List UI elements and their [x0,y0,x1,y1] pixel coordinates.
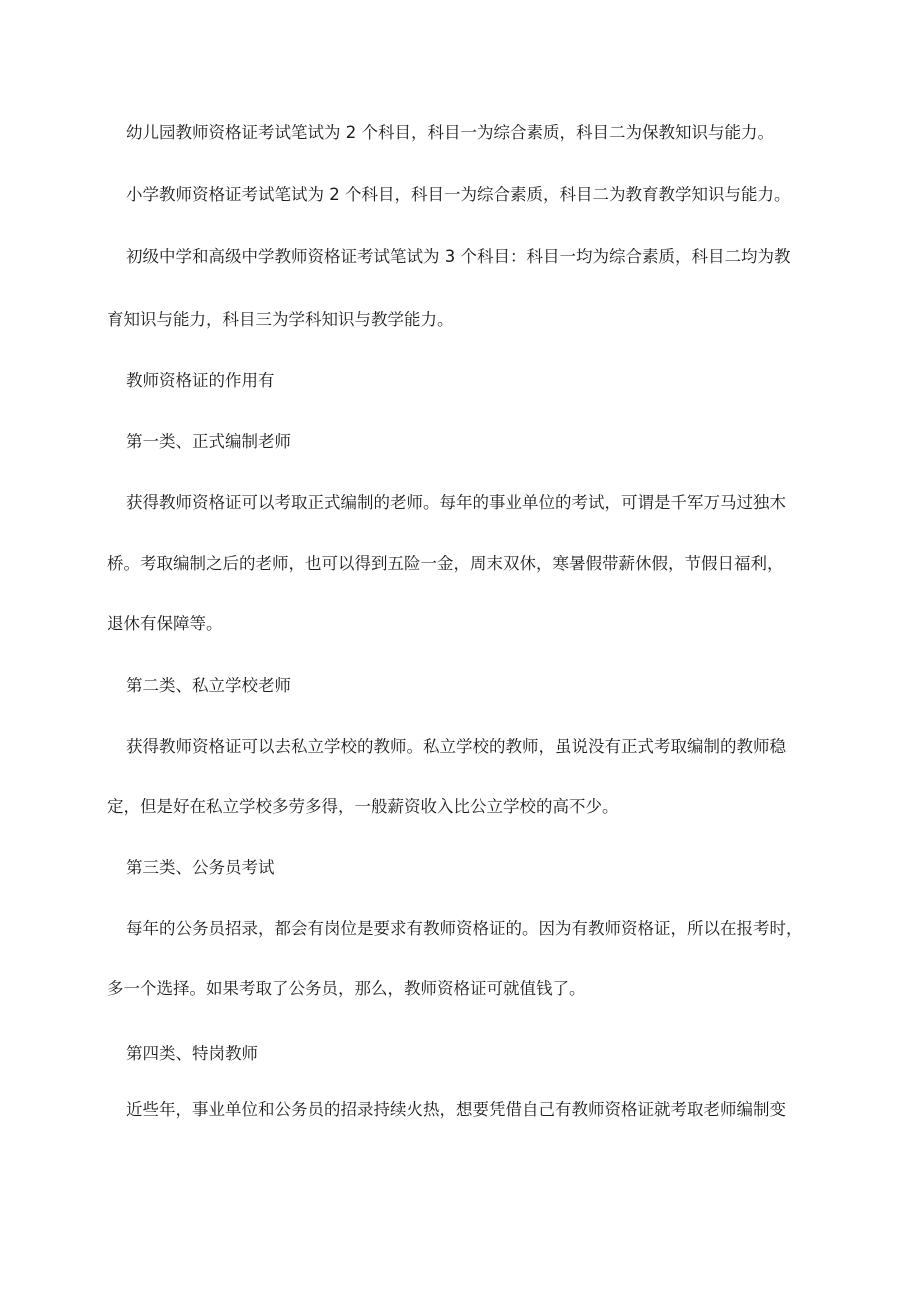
section-heading-uses: 教师资格证的作用有 [126,371,275,390]
text-line-middle-exam-cont: 育知识与能力，科目三为学科知识与教学能力。 [107,310,454,329]
text-line-primary-exam: 小学教师资格证考试笔试为 2 个科目，科目一为综合素质，科目二为教育教学知识与能力。 [126,185,791,204]
text-line-kindergarten-exam: 幼儿园教师资格证考试笔试为 2 个科目，科目一为综合素质，科目二为保教知识与能力。 [126,123,774,142]
text-line-category-1-cont: 桥。考取编制之后的老师，也可以得到五险一金，周末双休，寒暑假带薪休假，节假日福利， [107,554,784,573]
text-line-category-1-end: 退休有保障等。 [107,614,223,633]
text-line-category-3: 每年的公务员招录，都会有岗位是要求有教师资格证的。因为有教师资格证，所以在报考时， [126,919,803,938]
text-line-category-4: 近些年，事业单位和公务员的招录持续火热，想要凭借自己有教师资格证就考取老师编制变 [126,1100,786,1119]
text-line-category-2-cont: 定，但是好在私立学校多劳多得，一般薪资收入比公立学校的高不少。 [107,797,619,816]
heading-category-1: 第一类、正式编制老师 [126,432,291,451]
text-line-category-3-cont: 多一个选择。如果考取了公务员，那么，教师资格证可就值钱了。 [107,979,586,998]
heading-category-2: 第二类、私立学校老师 [126,676,291,695]
text-line-category-2: 获得教师资格证可以去私立学校的教师。私立学校的教师，虽说没有正式考取编制的教师稳 [126,737,786,756]
heading-category-4: 第四类、特岗教师 [126,1044,258,1063]
heading-category-3: 第三类、公务员考试 [126,858,275,877]
text-line-middle-exam: 初级中学和高级中学教师资格证考试笔试为 3 个科目：科目一均为综合素质，科目二均为教 [126,247,791,266]
text-line-category-1: 获得教师资格证可以考取正式编制的老师。每年的事业单位的考试，可谓是千军万马过独木 [126,493,786,512]
